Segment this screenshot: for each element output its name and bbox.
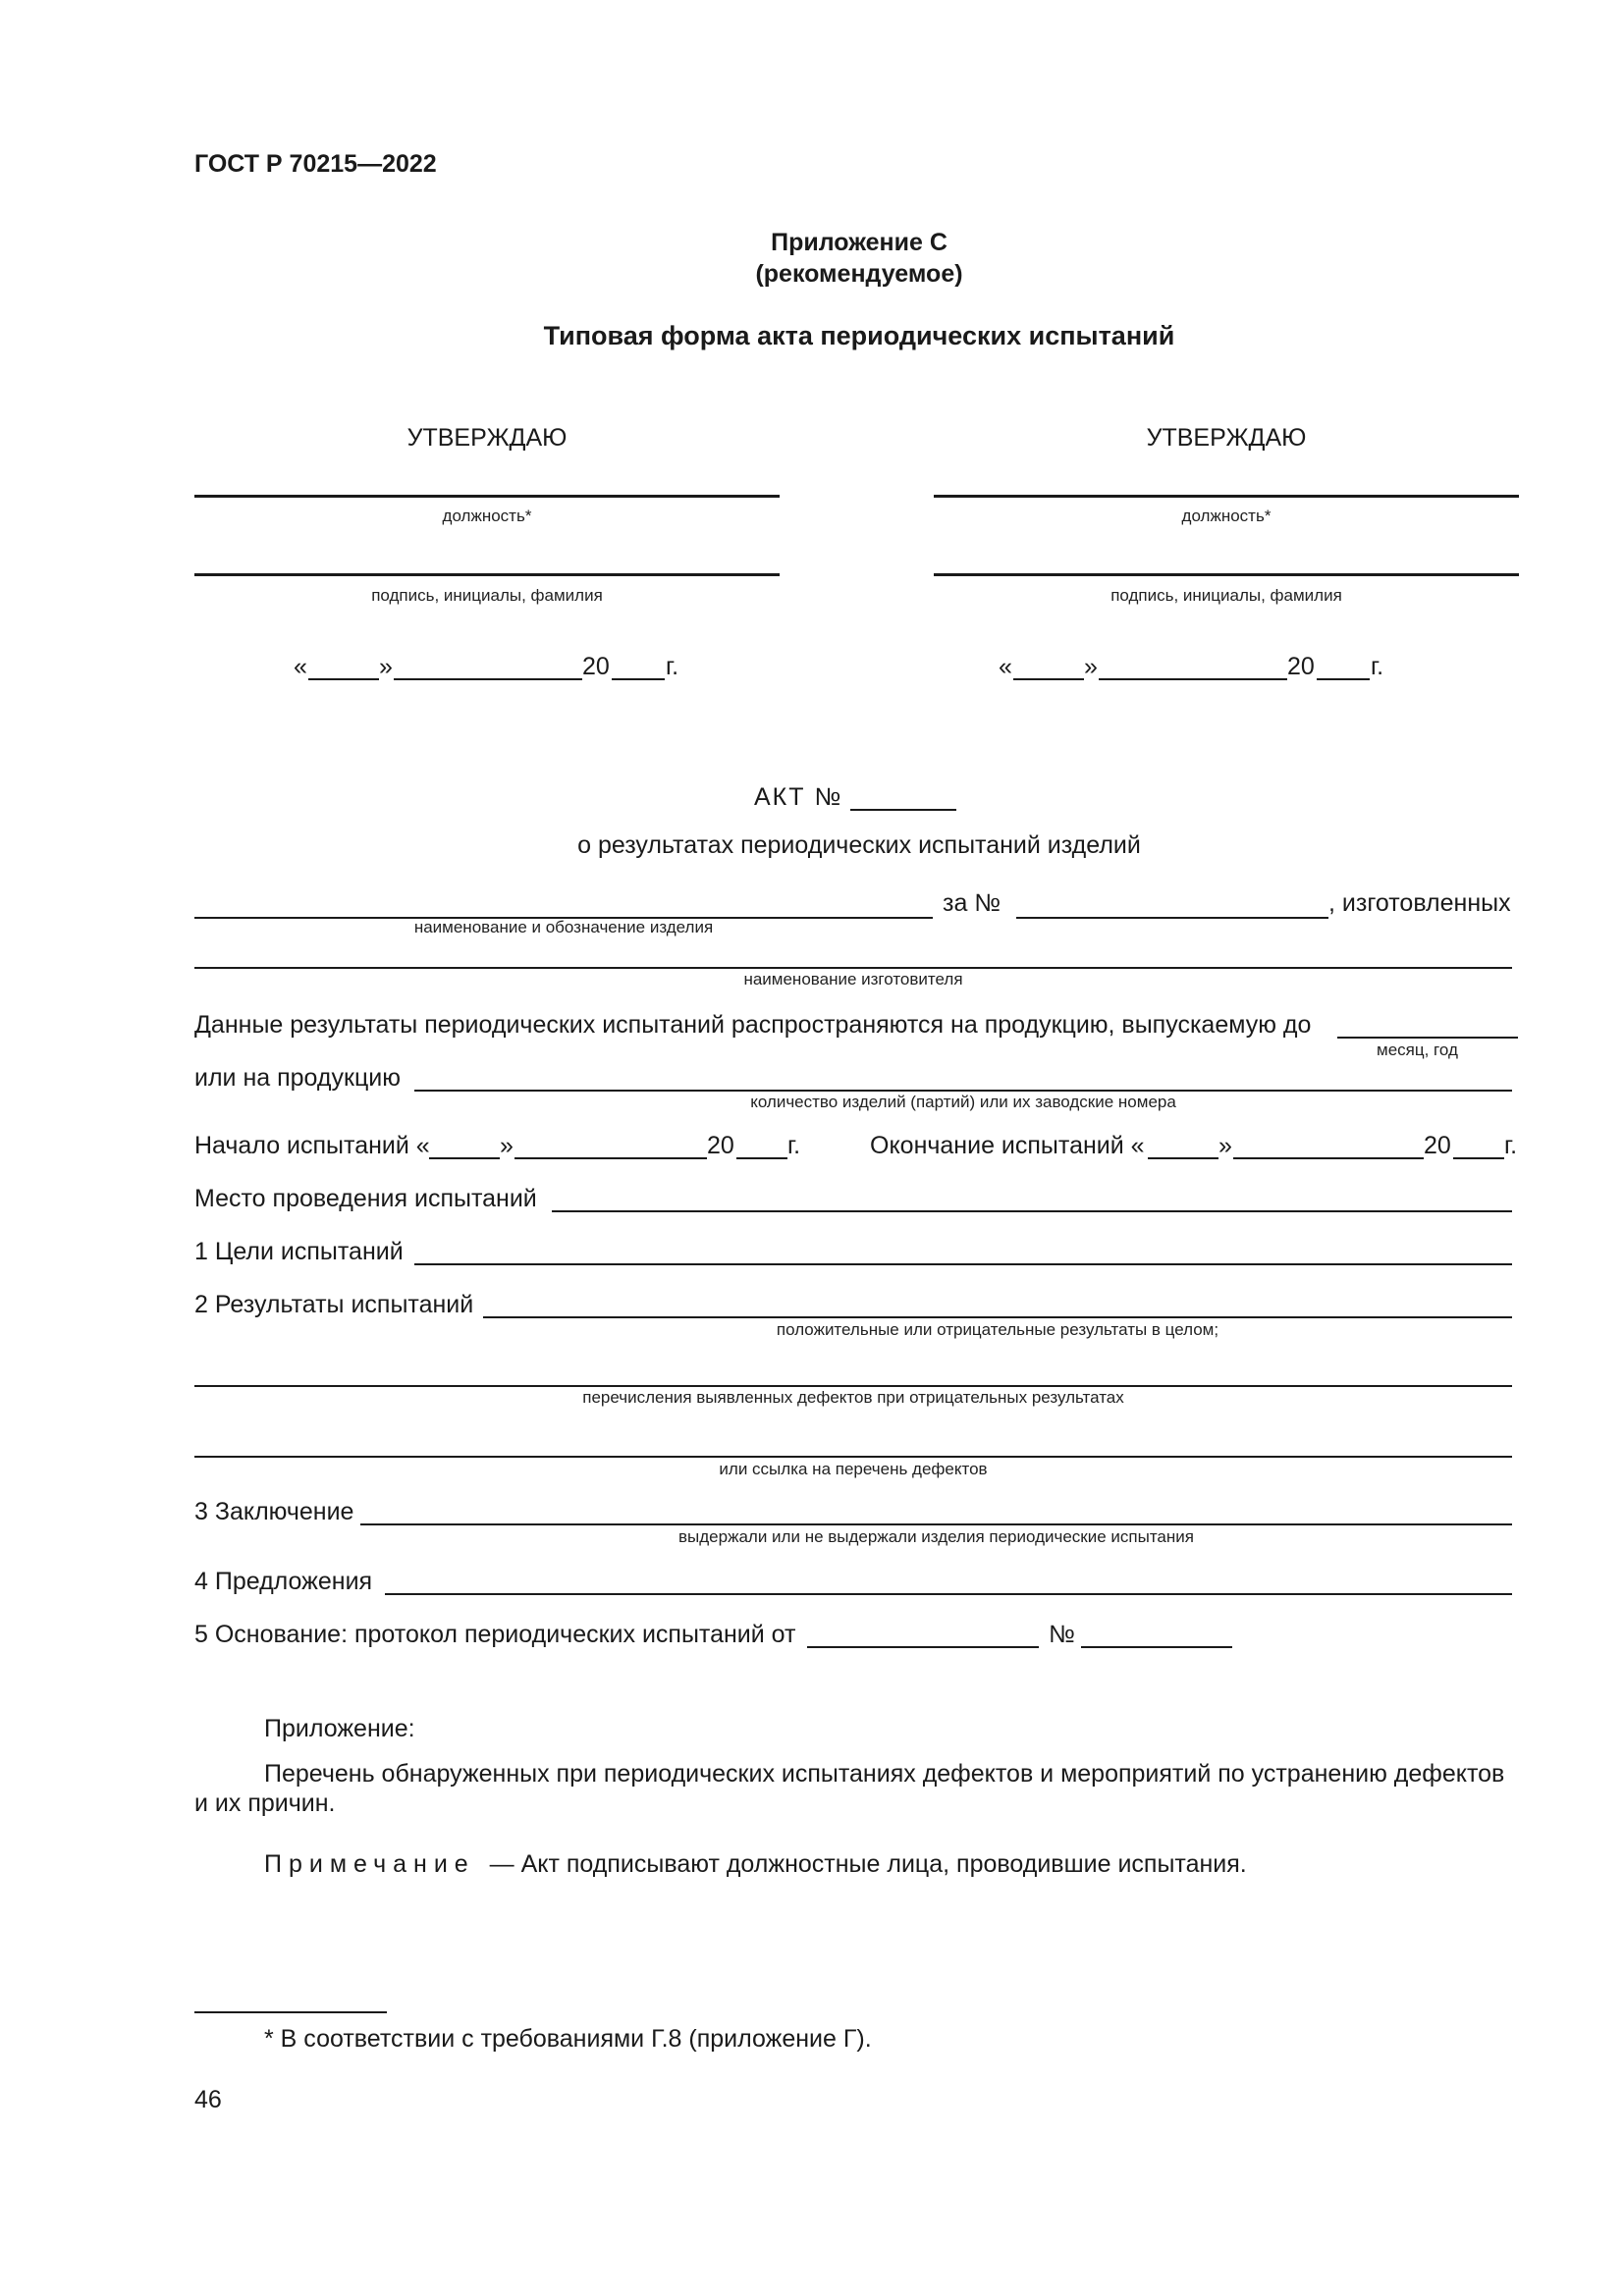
appendix-status: (рекомендуемое)	[755, 260, 963, 288]
form-title: Типовая форма акта периодических испытаний	[543, 321, 1175, 350]
place-blank[interactable]	[552, 1210, 1512, 1212]
start-year-blank[interactable]	[736, 1157, 787, 1159]
manufactured-label: , изготовленных	[1328, 889, 1511, 917]
quantity-blank[interactable]	[414, 1090, 1512, 1092]
month-year-blank[interactable]	[1337, 1037, 1518, 1039]
basis-label: 5 Основание: протокол периодических испытаний от	[194, 1621, 796, 1648]
position-line[interactable]	[194, 495, 780, 498]
act-subtitle: о результатах периодических испытаний изделий	[577, 831, 1141, 859]
footnote-text: * В соответствии с требованиями Г.8 (приложение Г).	[264, 2025, 872, 2053]
approve-label: УТВЕРЖДАЮ	[406, 424, 568, 452]
proposals-label: 4 Предложения	[194, 1568, 373, 1595]
start-day-blank[interactable]	[429, 1157, 500, 1159]
results-label: 2 Результаты испытаний	[194, 1291, 474, 1318]
for-no-label: за №	[943, 889, 1001, 917]
standard-number: ГОСТ Р 70215—2022	[194, 150, 437, 178]
batch-number-blank[interactable]	[1016, 917, 1328, 919]
manufacturer-blank[interactable]	[194, 967, 1512, 969]
appendix-title: Приложение С	[771, 229, 947, 256]
approve-label: УТВЕРЖДАЮ	[1146, 424, 1307, 452]
signature-caption: подпись, инициалы, фамилия	[1110, 586, 1342, 605]
end-year-blank[interactable]	[1453, 1157, 1504, 1159]
footnote-separator	[194, 2011, 387, 2013]
attachment-text: Перечень обнаруженных при периодических испытаниях дефектов и мероприятий по устранению дефектов	[264, 1760, 1505, 1788]
basis-no-label: №	[1049, 1621, 1075, 1648]
act-number-blank[interactable]	[850, 809, 956, 811]
goals-label: 1 Цели испытаний	[194, 1238, 404, 1265]
month-blank[interactable]	[1099, 678, 1287, 680]
signature-caption: подпись, инициалы, фамилия	[371, 586, 603, 605]
act-title: АКТ №	[754, 783, 843, 811]
scope-text: Данные результаты периодических испытаний распространяются на продукцию, выпускаемую до	[194, 1011, 1312, 1039]
proposals-blank[interactable]	[385, 1593, 1512, 1595]
year-blank[interactable]	[612, 678, 665, 680]
position-line[interactable]	[934, 495, 1519, 498]
signature-line[interactable]	[194, 573, 780, 576]
product-caption: наименование и обозначение изделия	[413, 918, 714, 936]
results-caption: положительные или отрицательные результаты в целом;	[776, 1320, 1219, 1339]
defects-blank[interactable]	[194, 1385, 1512, 1387]
note-label: Примечание	[264, 1850, 475, 1878]
manufacturer-caption: наименование изготовителя	[743, 970, 963, 988]
month-year-caption: месяц, год	[1377, 1041, 1458, 1059]
start-month-blank[interactable]	[514, 1157, 707, 1159]
year-blank[interactable]	[1317, 678, 1370, 680]
start-label: Начало испытаний «	[194, 1132, 430, 1159]
month-blank[interactable]	[394, 678, 582, 680]
page-number: 46	[194, 2086, 222, 2113]
end-month-blank[interactable]	[1233, 1157, 1424, 1159]
conclusion-blank[interactable]	[360, 1523, 1512, 1525]
place-label: Место проведения испытаний	[194, 1185, 537, 1212]
attachment-text-cont: и их причин.	[194, 1789, 336, 1817]
position-caption: должность*	[442, 507, 532, 525]
goals-blank[interactable]	[414, 1263, 1512, 1265]
results-blank[interactable]	[483, 1316, 1512, 1318]
end-label: Окончание испытаний «	[870, 1132, 1145, 1159]
defects-ref-blank[interactable]	[194, 1456, 1512, 1458]
signature-line[interactable]	[934, 573, 1519, 576]
basis-number-blank[interactable]	[1081, 1646, 1232, 1648]
or-product-label: или на продукцию	[194, 1064, 401, 1092]
conclusion-label: 3 Заключение	[194, 1498, 354, 1525]
conclusion-caption: выдержали или не выдержали изделия периодические испытания	[678, 1527, 1194, 1546]
basis-date-blank[interactable]	[807, 1646, 1039, 1648]
note	[264, 1849, 1247, 1879]
day-blank[interactable]	[1013, 678, 1084, 680]
defects-caption: перечисления выявленных дефектов при отрицательных результатах	[582, 1388, 1124, 1407]
day-blank[interactable]	[308, 678, 379, 680]
position-caption: должность*	[1181, 507, 1272, 525]
end-day-blank[interactable]	[1148, 1157, 1218, 1159]
note-text: — Акт подписывают должностные лица, проводившие испытания.	[489, 1850, 1247, 1878]
defects-ref-caption: или ссылка на перечень дефектов	[719, 1460, 988, 1478]
quantity-caption: количество изделий (партий) или их заводские номера	[750, 1093, 1176, 1111]
attachment-label: Приложение:	[264, 1715, 415, 1742]
